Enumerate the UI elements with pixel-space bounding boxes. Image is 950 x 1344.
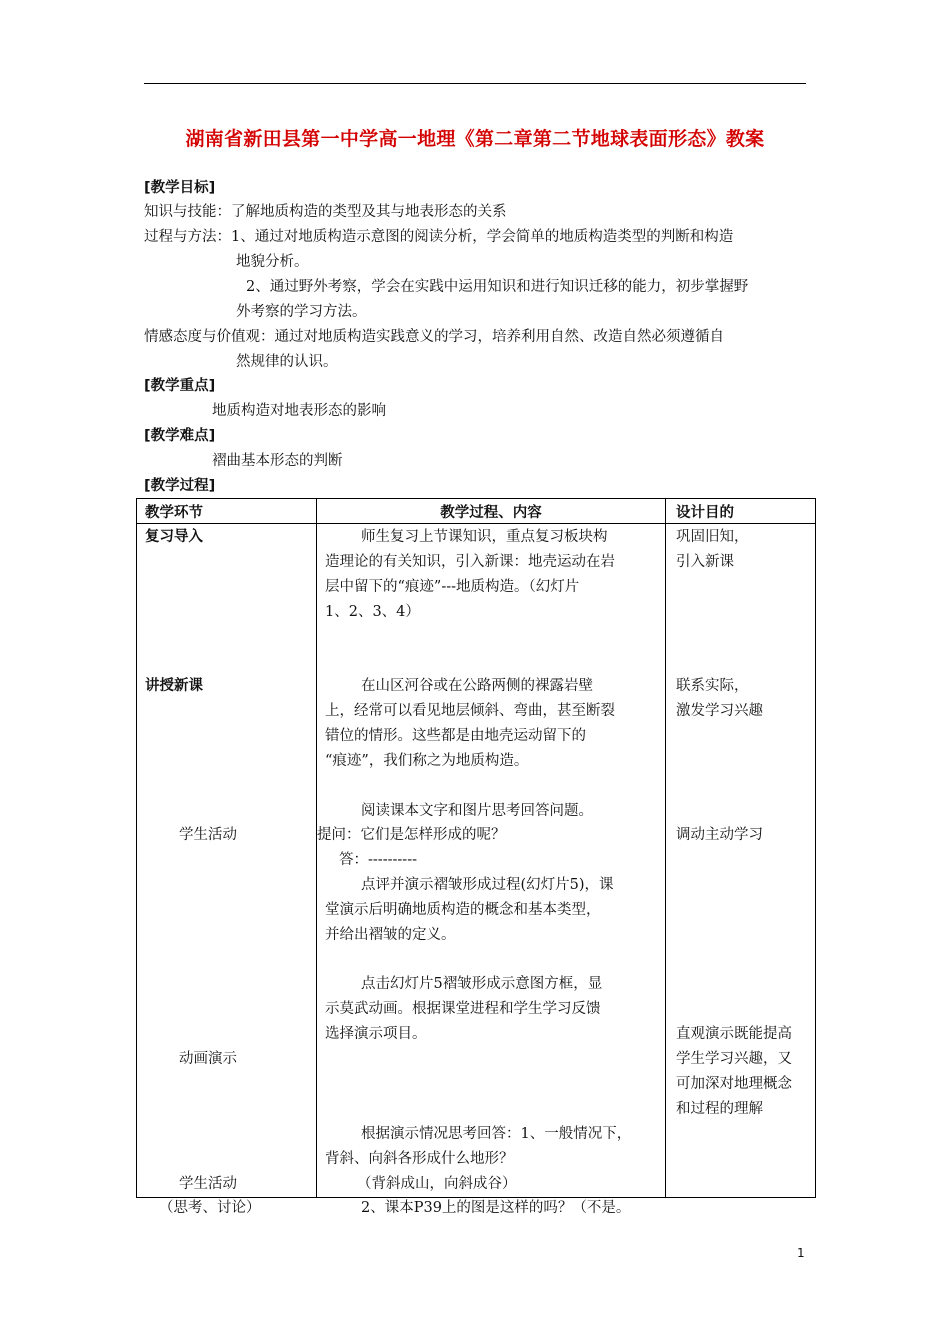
purpose-line: 激发学习兴趣 (676, 703, 763, 719)
stage-activity-1: 学生活动 (179, 827, 237, 843)
content-line: 提问：它们是怎样形成的呢？ (317, 827, 506, 843)
purpose-line: 调动主动学习 (676, 827, 763, 843)
objective-process-1-cont: 地貌分析。 (236, 254, 309, 270)
content-line: 阅读课本文字和图片思考回答问题。 (361, 803, 593, 819)
column-header: 教学过程、内容 (317, 499, 666, 524)
table-header-row (137, 499, 816, 524)
content-line: 示莫武动画。根据课堂进程和学生学习反馈 (325, 1001, 601, 1017)
key-point-heading: [教学重点] (144, 378, 216, 394)
objective-process-2-cont: 外考察的学习方法。 (236, 304, 367, 320)
objectives-heading: [教学目标] (144, 180, 216, 196)
objective-process-2: 2、通过野外考察，学会在实践中运用知识和进行知识迁移的能力，初步掌握野 (246, 279, 749, 295)
objective-emotion: 情感态度与价值观：通过对地质构造实践意义的学习，培养利用自然、改造自然必须遵循自 (144, 329, 724, 345)
content-line: 并给出褶皱的定义。 (325, 927, 456, 943)
purpose-line: 引入新课 (676, 554, 734, 570)
column-header: 设计目的 (666, 499, 816, 524)
purpose-cell (666, 524, 816, 1198)
content-line: 点评并演示褶皱形成过程(幻灯片5)，课 (361, 877, 614, 893)
purpose-line: 学生学习兴趣，又 (676, 1051, 792, 1067)
header-rule (144, 83, 806, 84)
difficulty-text: 褶曲基本形态的判断 (212, 453, 343, 469)
table-row (137, 524, 816, 1198)
content-line: 上，经常可以看见地层倾斜、弯曲，甚至断裂 (325, 703, 615, 719)
key-point-text: 地质构造对地表形态的影响 (212, 403, 386, 419)
stage-activity-2: 学生活动 (179, 1176, 237, 1192)
content-cell (317, 524, 666, 1216)
stage-cell (137, 524, 317, 1216)
process-table (136, 498, 816, 1216)
purpose-line: 联系实际， (676, 678, 749, 694)
content-line: 背斜、向斜各形成什么地形？ (325, 1151, 514, 1167)
page-number: 1 (797, 1246, 805, 1260)
content-line: “痕迹”，我们称之为地质构造。 (325, 753, 529, 769)
stage-animation: 动画演示 (179, 1051, 237, 1067)
purpose-line: 直观演示既能提高 (676, 1026, 792, 1042)
process-heading: [教学过程] (144, 478, 216, 494)
stage-activity-2-sub: （思考、讨论） (159, 1200, 261, 1216)
content-line: 答：---------- (339, 852, 417, 868)
objective-process-1: 过程与方法：1、通过对地质构造示意图的阅读分析，学会简单的地质构造类型的判断和构造 (144, 229, 734, 245)
content-line: 在山区河谷或在公路两侧的裸露岩壁 (361, 678, 593, 694)
content-line: 1、2、3、4） (325, 604, 420, 620)
content-line: 堂演示后明确地质构造的概念和基本类型， (325, 902, 601, 918)
stage-new: 讲授新课 (145, 678, 203, 694)
content-line: 点击幻灯片5褶皱形成示意图方框，显 (361, 976, 603, 992)
content-line: 2、课本P39上的图是这样的吗？（不是。 (361, 1200, 631, 1216)
objective-knowledge: 知识与技能：了解地质构造的类型及其与地表形态的关系 (144, 204, 507, 220)
content-line: 选择演示项目。 (325, 1026, 427, 1042)
content-line: 根据演示情况思考回答：1、一般情况下， (361, 1126, 632, 1142)
content-line: 层中留下的“痕迹”---地质构造。（幻灯片 (325, 579, 580, 595)
purpose-line: 可加深对地理概念 (676, 1076, 792, 1092)
content-line: 错位的情形。这些都是由地壳运动留下的 (325, 728, 586, 744)
purpose-line: 和过程的理解 (676, 1101, 763, 1117)
purpose-line: 巩固旧知， (676, 529, 749, 545)
document-title: 湖南省新田县第一中学高一地理《第二章第二节地球表面形态》教案 (185, 128, 765, 150)
content-line: 造理论的有关知识，引入新课：地壳运动在岩 (325, 554, 615, 570)
content-line: （背斜成山，向斜成谷） (357, 1176, 517, 1192)
content-line: 师生复习上节课知识，重点复习板块构 (361, 529, 608, 545)
objective-emotion-cont: 然规律的认识。 (236, 354, 338, 370)
stage-review: 复习导入 (145, 529, 203, 545)
difficulty-heading: [教学难点] (144, 428, 216, 444)
column-header: 教学环节 (137, 499, 317, 524)
